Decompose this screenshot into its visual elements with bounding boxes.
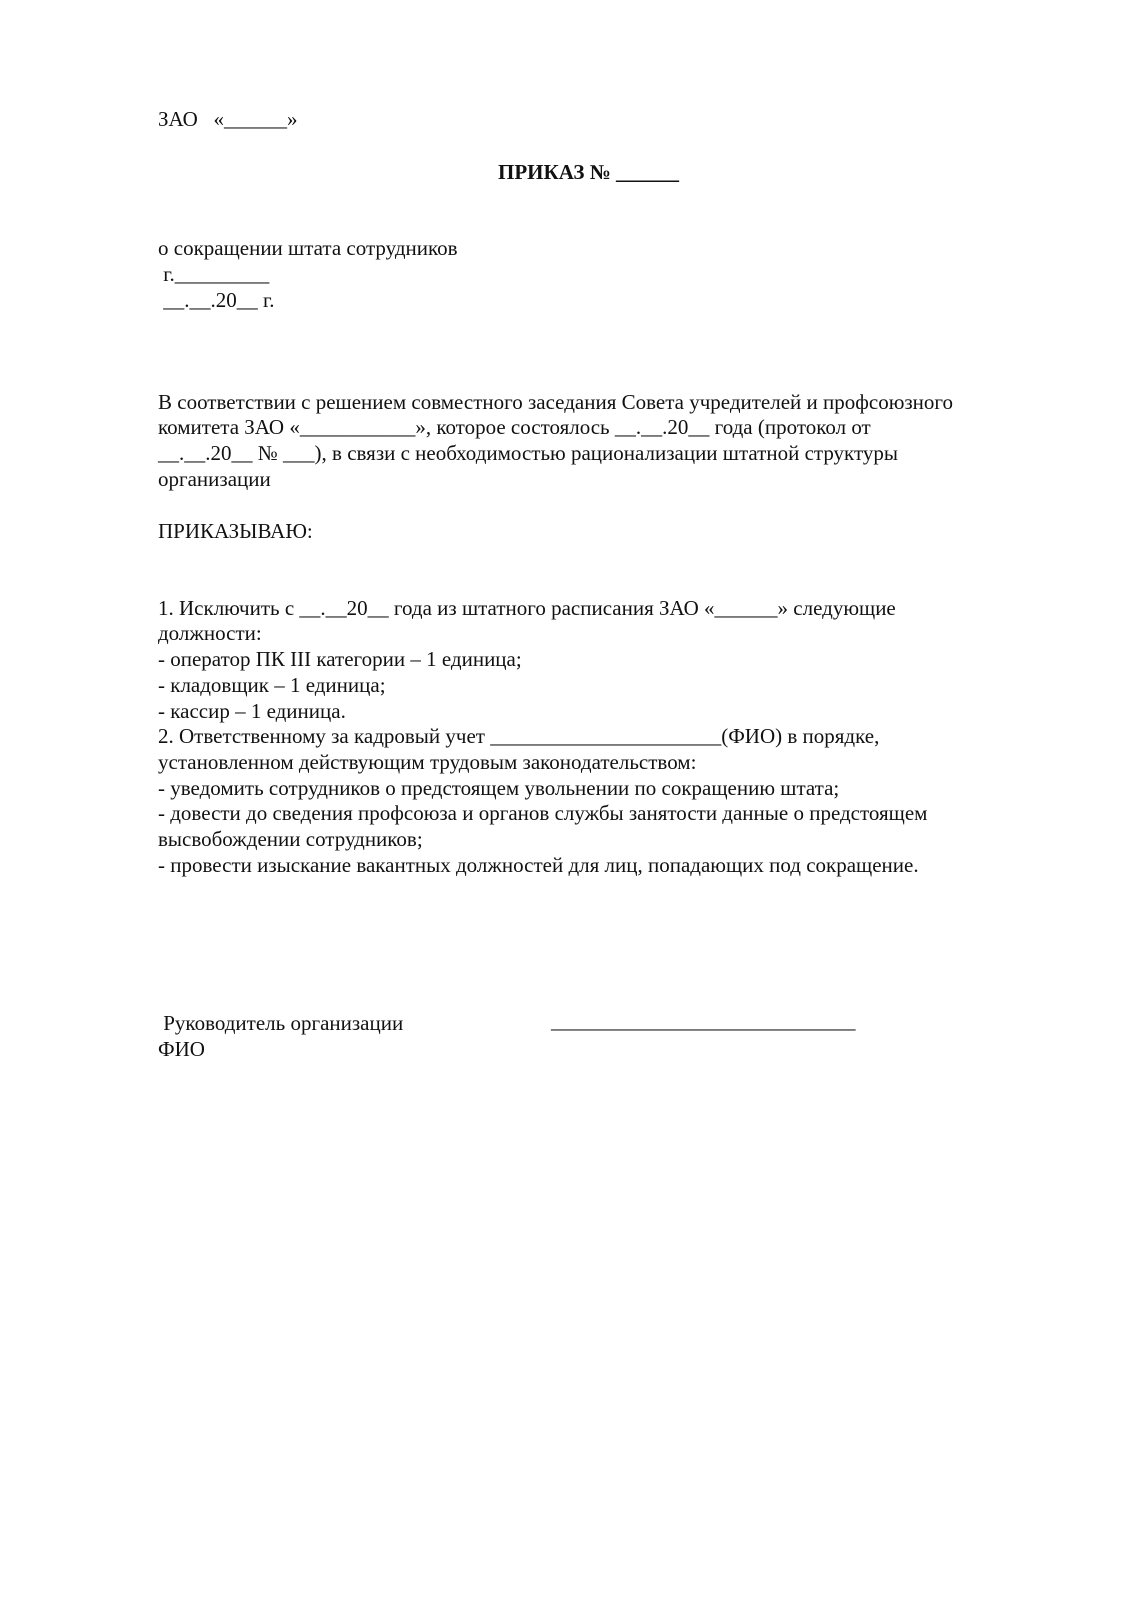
order-subject: о сокращении штата сотрудников [158, 236, 458, 260]
order-date: __.__.20__ г. [158, 288, 275, 312]
item-line: - кладовщик – 1 единица; [158, 673, 386, 697]
preamble-line: В соответствии с решением совместного заседания Совета учредителей и профсоюзного [158, 390, 954, 414]
order-title: ПРИКАЗ № ______ [498, 160, 680, 184]
item-line: высвобождении сотрудников; [158, 827, 423, 851]
item-line: - оператор ПК III категории – 1 единица; [158, 647, 522, 671]
order-city: г._________ [158, 262, 270, 286]
item-line: должности: [158, 621, 262, 645]
item-line: установленном действующим трудовым законодательством: [158, 750, 697, 774]
item-line: - кассир – 1 единица. [158, 699, 346, 723]
item-line: - уведомить сотрудников о предстоящем увольнении по сокращению штата; [158, 776, 840, 800]
item-line: - провести изыскание вакантных должностей для лиц, попадающих под сокращение. [158, 853, 919, 877]
item-line: 1. Исключить с __.__20__ года из штатного расписания ЗАО «______» следующие [158, 596, 896, 620]
org-name: ЗАО «______» [158, 107, 298, 131]
signature-role: Руководитель организации [158, 1011, 404, 1035]
order-word: ПРИКАЗЫВАЮ: [158, 519, 313, 543]
signature-line: _____________________________ [551, 1009, 856, 1033]
signature-name: ФИО [158, 1037, 205, 1061]
item-line: 2. Ответственному за кадровый учет ______________________(ФИО) в порядке, [158, 724, 880, 748]
preamble-line: комитета ЗАО «___________», которое состоялось __.__.20__ года (протокол от [158, 415, 871, 439]
preamble-line: __.__.20__ № ___), в связи с необходимостью рационализации штатной структуры [158, 441, 898, 465]
item-line: - довести до сведения профсоюза и органов службы занятости данные о предстоящем [158, 801, 928, 825]
preamble-line: организации [158, 467, 271, 491]
